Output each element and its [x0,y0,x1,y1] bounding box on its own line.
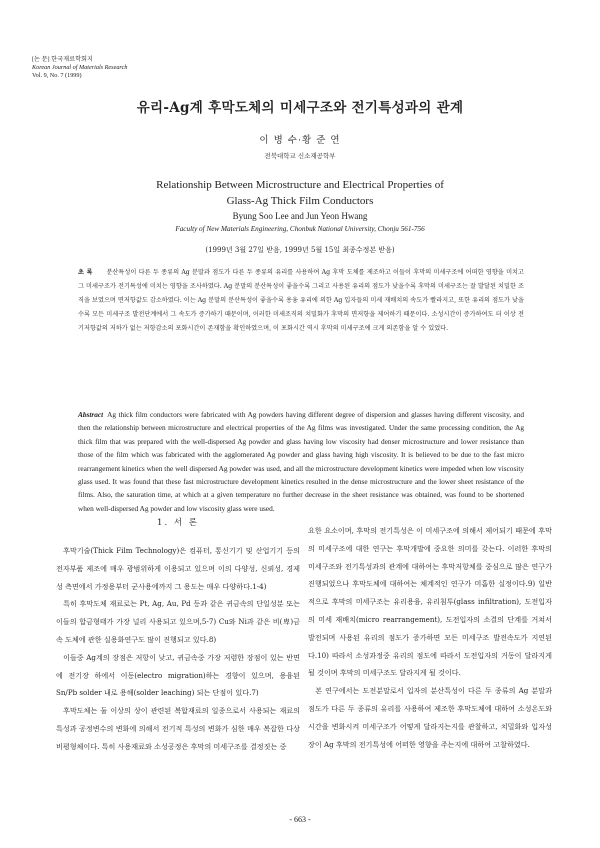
affiliation-korean: 전북대학교 신소재공학부 [264,152,336,160]
title-korean: 유리-Ag계 후막도체의 미세구조와 전기특성과의 관계 [136,100,464,116]
abstract-korean [78,266,524,336]
abstract-korean-text: 분산특성이 다른 두 종류의 Ag 분말과 점도가 다른 두 종류의 유리를 사용하여 Ag 후막 도체를 제조하고 이들이 후막의 미세구조에 어떠한 영향을 미치고 그 미세구조가 전기특성에 미치는 영향을 조사하였다. Ag 분말의 분산특성이 좋을수록 그리고 사용된 유리의 점도가 낮을수록 후막의 미세구조는 잘 발달된 치밀한 조직을 보였으며 면저항값도 감소하였다. 이는 Ag 분말의 분산특성이 좋을수록 용융 유리에 의한 Ag 입자들의 미세 재배치의 속도가 빨라지고, 또한 유리의 점도가 낮을수록 모든 미세구조 발전단계에서 그 속도가 증가하기 때문이며, 이러한 미세조직의 치밀화가 후막의 면저항을 제어하기 때문이다. 소성시간이 증가하여도 더 이상 전기저항값의 저하가 없는 저항감소의 포화시간이 존재함을 확인하였으며, 이 포화시간 역시 후막의 미세구조에 크게 의존함을 알 수 있었다. [78,269,525,332]
right-column [308,522,552,753]
abstract-english [78,408,524,515]
abstract-english-label: Abstract [78,410,104,419]
page-number: - 663 - [289,815,311,824]
journal-name-ko: [논 문] 한국재료학회지 [32,56,94,63]
abstract-korean-label: 초 록 [78,269,93,276]
paragraph: 후막기술(Thick Film Technology)은 컴퓨터, 통신기기 및 산업기기 등의 전자부품 제조에 매우 광범위하게 이용되고 있으며 이의 다양성, 신뢰성, 경제성 측면에서 가정용부터 군사용에까지 그 용도는 매우 다양하다.1-4) [56,546,300,591]
title-english-line1: Relationship Between Microstructure and Electrical Properties of [156,179,444,191]
affiliation-english: Faculty of New Materials Engineering, Chonbuk National University, Chonju 561-756 [175,225,425,233]
paragraph: 특히 후막도체 재료로는 Pt, Ag, Au, Pd 등과 같은 귀금속의 단일성분 또는 이들의 합금형태가 가장 널리 사용되고 있으며,5-7) Cu와 Ni과 같은 비(卑)금속 도체에 관한 실용화연구도 많이 진행되고 있다.8) [56,599,300,644]
paragraph: 후막도체는 둘 이상의 상이 관련된 복합재료의 일종으로서 사용되는 재료의 특성과 공정변수의 변화에 의해서 전기적 특성의 변화가 심한 매우 복잡한 다상 비평형체이다. 특히 사용재료와 소성공정은 후막의 미세구조를 결정짓는 중 [56,706,300,751]
journal-name-en: Korean Journal of Materials Research [32,64,128,71]
authors-english: Byung Soo Lee and Jun Yeon Hwang [232,211,368,221]
journal-volume: Vol. 9, No. 7 (1999) [32,72,82,79]
received-dates: (1999년 3월 27일 받음, 1999년 5월 15일 최종수정본 받음) [205,246,395,254]
title-english [0,177,600,209]
title-english-line2: Glass-Ag Thick Film Conductors [226,195,374,207]
journal-header [32,56,127,80]
authors-korean: 이 병 수·황 준 연 [259,135,341,146]
paragraph: 이들중 Ag계의 장점은 저항이 낮고, 귀금속중 가장 저렴한 장점이 있는 반면에 전기장 하에서 이동(electro migration)하는 경향이 있으며, 용융된 Sn/Pb solder 내로 용해(solder leaching) 되는 단점이 있다.7) [56,652,300,698]
paragraph: 요한 요소이며, 후막의 전기특성은 이 미세구조에 의해서 제어되기 때문에 후막의 미세구조에 대한 연구는 후막개발에 중요한 의미를 갖는다. 이러한 후막의 미세구조와 전기특성과의 관계에 대하여는 후막저항체를 중심으로 많은 연구가 진행되었으나 후막도체에 대하여는 체계적인 연구가 미흡한 실정이다.9) 일반적으로 후막의 미세구조는 유리용융, 유리침투(glass infiltration), 도전입자의 미세 재배치(micro rearrangement), 도전입자의 소결의 단계를 거쳐서 발전되며 사용된 유리의 점도가 증가하면 모든 미세구조 발전속도가 지연된다.10) 따라서 소성과정중 유리의 점도에 따라서 도전입자의 거동이 달라지게 될 것이며 후막의 미세구조도 달라지게 될 것이다. [308,526,552,678]
paragraph: 본 연구에서는 도전분말로서 입자의 분산특성이 다른 두 종류의 Ag 분말과 점도가 다른 두 종류의 유리를 사용하여 제조한 후막도체에 대하여 소성온도와 시간을 변화시켜 미세구조가 어떻게 달라지는지를 관찰하고, 치밀화와 입자성장이 Ag 후막의 전기특성에 어떠한 영향을 주는지에 대하여 고찰하였다. [308,686,552,749]
left-column [56,516,300,756]
abstract-english-text: Ag thick film conductors were fabricated with Ag powders having different degree of dispersion and glasses having different viscosity, and then the relationship between microstructure and electrical properties of the Ag films was investigated. Under the same processing condition, the Ag thick film that was prepared with the well-dispersed Ag powder and glass having low viscosity had denser microstructure and lower resistance than those of the film which was fabricated with the agglomerated Ag powder and glass having high viscosity. It is believed to be due to the fast micro rearrangement kinetics when the well dispersed Ag powder was used, and all the microstructure development kinetics were impeded when low viscosity glass used. It was found that these fast microstructure development kinetics resulted in the dense microstructure and the lower sheet resistance of the films. Also, the saturation time, at which at a given temperature no further decrease in the sheet resistance was obtained, was found to be shortened when well-dispersed Ag powder and low viscosity glass were used. [78,410,524,513]
section-title: 1. 서 론 [157,518,199,528]
